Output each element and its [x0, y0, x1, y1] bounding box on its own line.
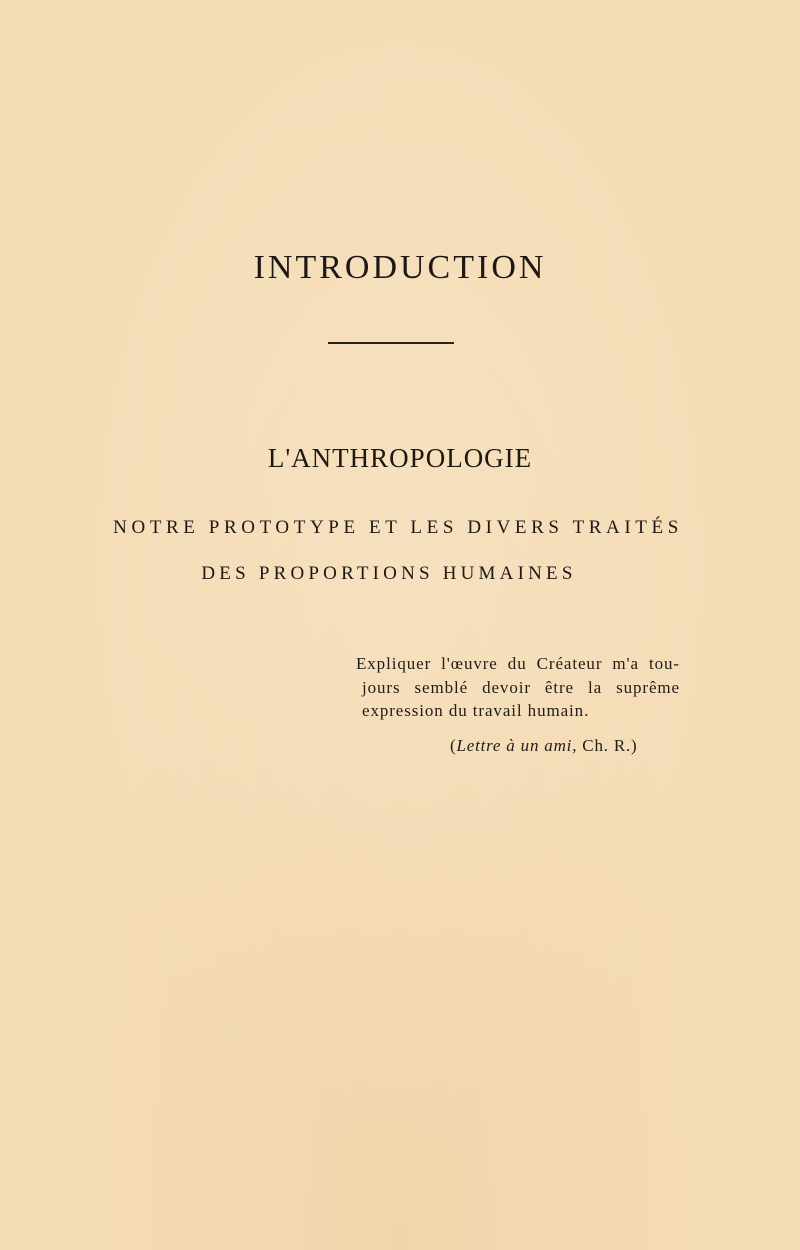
epigraph	[356, 652, 680, 723]
attribution-source: Lettre à un ami,	[456, 736, 578, 755]
section-subtitle: L'ANTHROPOLOGIE	[267, 443, 533, 473]
attribution-open-paren: (	[450, 736, 457, 755]
title-rule-divider	[328, 342, 454, 344]
epigraph-attribution	[450, 734, 670, 758]
page-title: INTRODUCTION	[253, 249, 547, 286]
attribution-close-paren: )	[631, 736, 638, 755]
epigraph-line-2: jours semblé devoir être la suprême	[362, 677, 680, 697]
section-heading-line-1: NOTRE PROTOTYPE ET LES DIVERS TRAITÉS	[113, 517, 683, 538]
section-heading-line-2: DES PROPORTIONS HUMAINES	[201, 563, 577, 584]
epigraph-line-3: expression du travail humain.	[362, 701, 590, 720]
attribution-author: Ch. R.	[577, 736, 632, 755]
epigraph-line-1: Expliquer l'œuvre du Créateur m'a tou-	[356, 654, 680, 673]
